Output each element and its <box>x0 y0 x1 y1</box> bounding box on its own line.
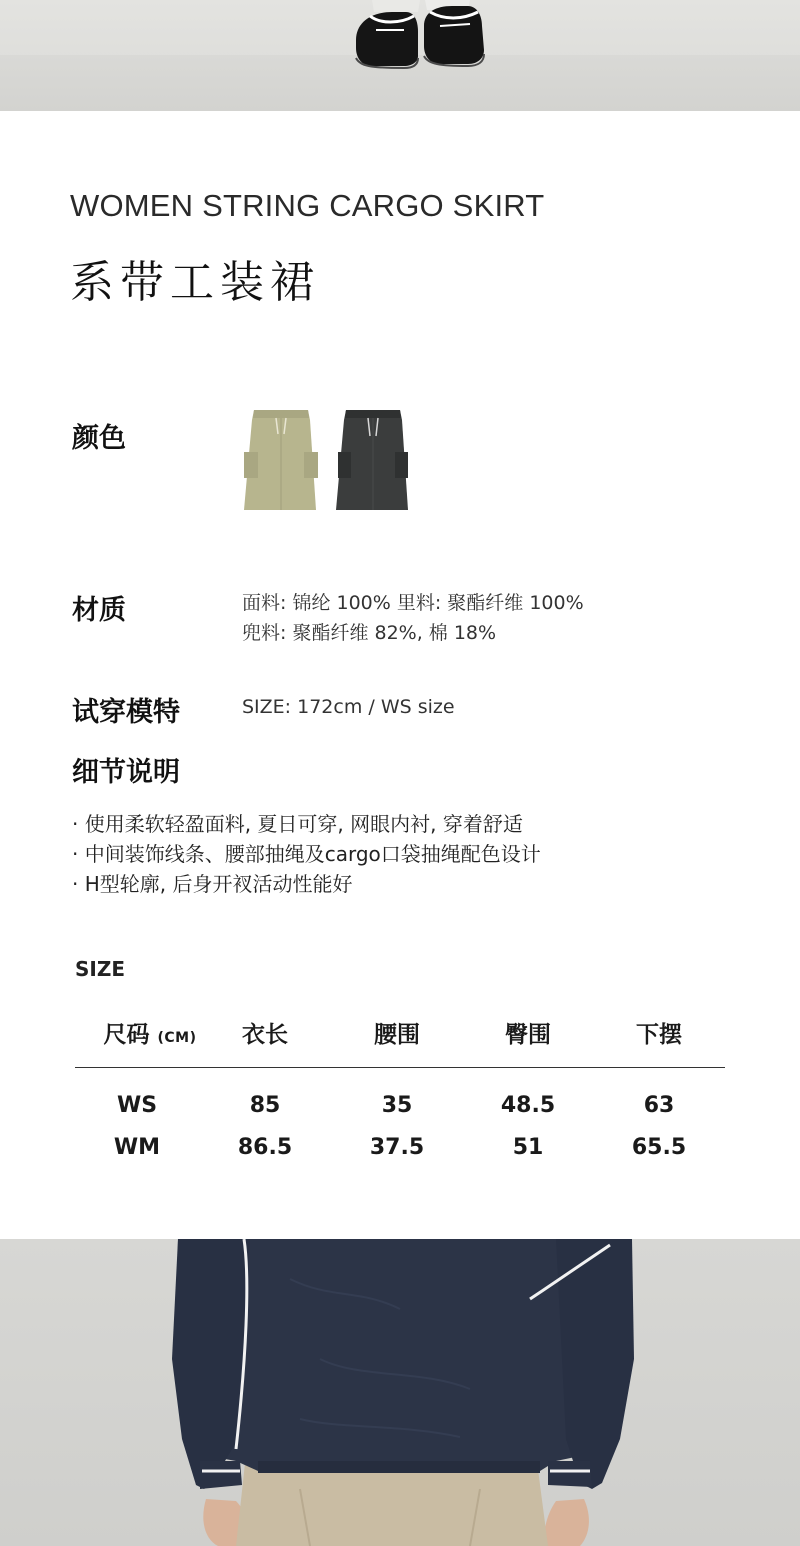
color-label: 颜色 <box>72 423 126 454</box>
model-size-value: SIZE: 172cm / WS size <box>242 696 455 718</box>
column-header-hip: 臀围 <box>505 1022 551 1048</box>
skirt-khaki-swatch[interactable] <box>240 406 322 514</box>
cell-ws-waist: 35 <box>381 1093 413 1118</box>
shoes-photo <box>0 0 800 111</box>
product-title-en: WOMEN STRING CARGO SKIRT <box>70 188 545 223</box>
cell-wm-waist: 37.5 <box>369 1135 425 1160</box>
size-table-title: SIZE <box>75 957 126 981</box>
row-size-ws: WS <box>116 1093 158 1118</box>
size-header-cell <box>85 1016 215 1049</box>
bottom-model-photo <box>0 1239 800 1546</box>
skirt-charcoal-swatch[interactable] <box>332 406 414 514</box>
top-product-photo <box>0 0 800 111</box>
cell-ws-hip: 48.5 <box>500 1093 556 1118</box>
column-header-waist: 腰围 <box>374 1022 420 1048</box>
cell-ws-hem: 63 <box>643 1093 675 1118</box>
details-label: 细节说明 <box>72 757 180 788</box>
detail-item: · H型轮廓, 后身开衩活动性能好 <box>72 872 353 896</box>
column-header-hem: 下摆 <box>636 1022 682 1048</box>
jacket-photo <box>0 1239 800 1546</box>
cell-wm-hem: 65.5 <box>631 1135 687 1160</box>
model-label: 试穿模特 <box>72 697 180 728</box>
material-line-1: 面料: 锦纶 100% 里料: 聚酯纤维 100% <box>242 592 584 614</box>
size-header-unit: (CM) <box>157 1030 197 1046</box>
detail-item: · 中间装饰线条、腰部抽绳及cargo口袋抽绳配色设计 <box>72 842 541 866</box>
cell-wm-hip: 51 <box>512 1135 544 1160</box>
cell-ws-length: 85 <box>249 1093 281 1118</box>
material-line-2: 兜料: 聚酯纤维 82%, 棉 18% <box>242 622 497 644</box>
table-divider <box>75 1067 725 1068</box>
product-title-cn: 系带工装裙 <box>70 257 320 308</box>
row-size-wm: WM <box>113 1135 161 1160</box>
size-header-label: 尺码 <box>103 1022 150 1048</box>
material-label: 材质 <box>72 595 126 626</box>
column-header-length: 衣长 <box>242 1022 288 1048</box>
detail-item: · 使用柔软轻盈面料, 夏日可穿, 网眼内衬, 穿着舒适 <box>72 812 523 836</box>
cell-wm-length: 86.5 <box>237 1135 293 1160</box>
